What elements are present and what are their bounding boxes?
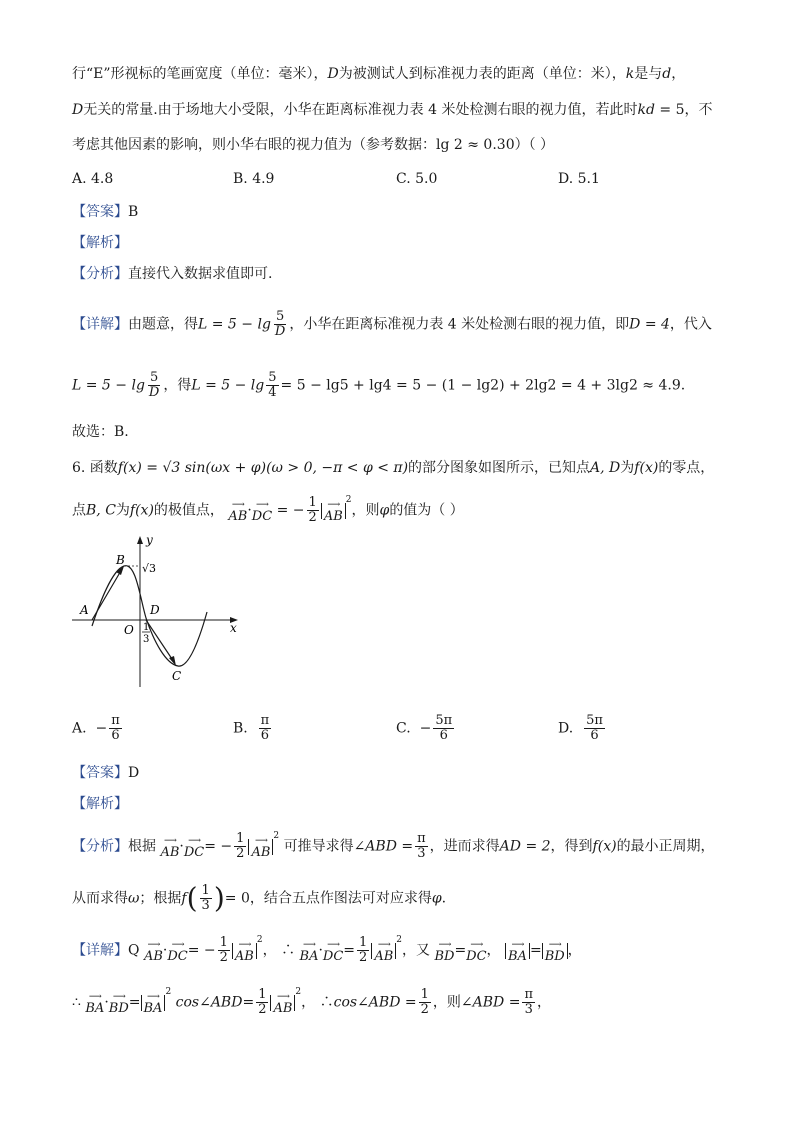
fenxi-text: ，得到 [550, 838, 593, 855]
q6-text: 的值为（ ） [389, 502, 464, 519]
analysis-tag: 【解析】 [72, 796, 128, 812]
detail-text: = [454, 942, 467, 959]
q5-stem-line-3 [72, 135, 554, 155]
denominator: 2 [258, 1002, 267, 1017]
q6-text: 为 [620, 460, 635, 476]
abs-value [371, 939, 396, 964]
fraction [419, 988, 431, 1017]
fenxi-eq: AD = 2 [499, 838, 551, 855]
answer-value: B [128, 204, 139, 220]
detail-eq: = 5 − lg5 + lg4 = 5 − (1 − lg2) + 2lg2 = 4 + 3lg2 ≈ 4.9 [280, 377, 681, 394]
q5-text: ， [671, 66, 686, 82]
dot-product: · [179, 838, 184, 855]
fenxi-text: 可推导求得 [283, 838, 354, 855]
vector-arrow-icon: ⟶ [188, 835, 200, 846]
detail-eq: L = 5 − lg [72, 377, 145, 394]
detail-text: ，代入 [669, 316, 712, 333]
numerator: 5 [268, 370, 277, 385]
q5-answer [72, 202, 138, 222]
detail-text: ，则 [432, 994, 461, 1011]
vector-label: AB [323, 508, 343, 524]
point-d-label: D [150, 603, 160, 617]
q5-stem-line-2 [72, 100, 713, 120]
q6-option-d [558, 714, 607, 743]
vector-label: DC [466, 948, 487, 964]
q5-choose: 故选：B. [72, 424, 129, 440]
dot-product: · [318, 942, 323, 959]
vector [184, 836, 204, 858]
therefore-symbol: ∴ [281, 942, 296, 959]
fraction [256, 988, 268, 1017]
q6-var: f(x) [634, 460, 659, 476]
vector [545, 940, 565, 962]
therefore-symbol: ∴ [319, 994, 334, 1011]
exponent: 2 [295, 987, 302, 997]
vector [251, 836, 270, 858]
option-label: A. [72, 720, 87, 737]
x-axis-label: x [230, 621, 237, 635]
option-label: C. [396, 720, 411, 737]
vector [508, 940, 527, 962]
fenxi-text: ，进而求得 [429, 838, 500, 855]
fraction [259, 714, 272, 743]
q5-text: 是与 [634, 66, 663, 82]
vector [167, 940, 187, 962]
abs-value [270, 991, 295, 1016]
q5-option-c: C. 5.0 [396, 171, 438, 187]
fraction [522, 988, 535, 1017]
q5-var: k [625, 66, 635, 82]
denominator: 6 [439, 728, 448, 743]
right-paren: ) [213, 881, 225, 915]
fenxi-text: 根据 [128, 838, 156, 855]
vector [144, 940, 163, 962]
abs-value [321, 499, 346, 524]
detail-text: = [529, 942, 542, 959]
vector [235, 940, 254, 962]
q6-text: 的零点， [658, 460, 715, 476]
fenxi-text: ；根据 [139, 890, 182, 907]
sqrt3-label: √3 [142, 562, 157, 575]
vector-arrow-icon: ⟶ [112, 991, 125, 1002]
exponent: 2 [165, 987, 172, 997]
q6-var: φ [379, 502, 390, 519]
vector-arrow-icon: ⟶ [470, 939, 483, 950]
vector-label: BA [143, 1000, 163, 1016]
vector [374, 940, 393, 962]
answer-tag: 【答案】 [72, 204, 128, 220]
numerator: π [524, 987, 533, 1002]
detail-text: ， [262, 942, 277, 959]
option-sign: − [95, 720, 108, 737]
numerator: π [111, 713, 120, 728]
detail-text: . [680, 377, 686, 394]
vector-arrow-icon: ⟶ [377, 939, 390, 950]
vector-arrow-icon: ⟶ [231, 499, 244, 510]
fenxi-text: 直接代入数据求值即可. [128, 266, 273, 282]
analysis-tag: 【解析】 [72, 235, 128, 251]
q5-detail-line-1 [72, 310, 712, 339]
q6-text: ，则 [351, 502, 380, 519]
fraction [109, 714, 122, 743]
fraction [273, 310, 287, 339]
point-c-label: C [172, 669, 182, 683]
fenxi-eq: = 0 [224, 890, 250, 907]
vector-arrow-icon: ⟶ [88, 991, 101, 1002]
detail-symbol: Q [128, 942, 140, 959]
fenxi-text: . [441, 890, 447, 907]
fenxi-text: ，结合五点作图法可对应求得 [249, 890, 432, 907]
q5-text: ）（ ） [514, 137, 555, 153]
fenxi-text: 从而求得 [72, 890, 128, 907]
q5-text: 无关的常量.由于场地大小受限，小华在距离标准视力表 4 米处检测右眼的视力值，若此时 [83, 102, 638, 118]
option-sign: − [419, 720, 432, 737]
vector-label: BA [85, 1000, 105, 1016]
vector-label: AB [143, 948, 163, 964]
left-paren: ( [186, 881, 198, 915]
vector-arrow-icon: ⟶ [511, 939, 524, 950]
q5-var: kd [637, 102, 655, 118]
vector [466, 940, 486, 962]
vector [323, 940, 343, 962]
detail-text: ，又 [402, 942, 430, 959]
abs-value [542, 939, 568, 964]
numerator: 1 [420, 987, 429, 1002]
numerator: π [260, 713, 270, 728]
detail-tag: 【详解】 [72, 316, 128, 333]
one-third-numerator: 1 [143, 622, 150, 633]
vector-label: DC [322, 948, 344, 964]
exponent: 2 [345, 495, 352, 505]
vector-label: AB [251, 844, 271, 860]
exponent: 2 [396, 935, 402, 945]
point-b-label: B [116, 553, 125, 567]
q6-fenxi-line-1 [72, 832, 715, 861]
q5-analysis-heading [72, 233, 128, 253]
denominator: 3 [417, 846, 426, 861]
q6-option-b [233, 714, 273, 743]
vector-arrow-icon: ⟶ [163, 835, 176, 846]
q5-stem-line-1 [72, 64, 685, 84]
q5-text: 考虑其他因素的影响，则小华右眼的视力值为（参考数据： [72, 137, 436, 153]
q6-detail-line-1 [72, 936, 582, 965]
detail-text: 由题意，得 [128, 316, 198, 333]
fraction [147, 371, 161, 400]
numerator: 5 [275, 309, 285, 324]
denominator: 6 [111, 728, 120, 743]
vector-label: DC [251, 508, 273, 524]
vector [252, 500, 272, 522]
answer-value: D [128, 765, 140, 781]
detail-eq: cos∠ABD = [333, 994, 417, 1011]
vector [273, 992, 292, 1014]
detail-tag: 【详解】 [72, 942, 128, 959]
detail-text: = [128, 994, 141, 1011]
q5-option-b: B. 4.9 [233, 171, 275, 187]
detail-text: ， [536, 994, 551, 1011]
therefore-symbol: ∴ [72, 994, 81, 1011]
detail-text: ， [567, 942, 582, 959]
fraction [415, 832, 428, 861]
option-label: B. [233, 720, 248, 737]
q6-option-c [396, 714, 456, 743]
vector-arrow-icon: ⟶ [171, 939, 184, 950]
q6-text: 的极值点， [153, 502, 224, 519]
vector [434, 940, 454, 962]
y-axis-label: y [146, 533, 153, 547]
q5-text: 为被测试人到标准视力表的距离（单位：米）， [338, 66, 626, 82]
detail-text: = [242, 994, 255, 1011]
q6-text: 点 [72, 502, 86, 519]
vector [160, 836, 179, 858]
denominator: 6 [590, 728, 599, 743]
denominator: 6 [260, 728, 270, 743]
vector [144, 992, 163, 1014]
vector-arrow-icon: ⟶ [238, 939, 251, 950]
vector-label: DC [183, 844, 205, 860]
vector-arrow-icon: ⟶ [327, 939, 340, 950]
detail-text: ， [486, 942, 501, 959]
vector-arrow-icon: ⟶ [303, 939, 315, 950]
numerator: π [417, 831, 426, 846]
q6-text: = − [276, 502, 305, 519]
numerator: 5 [149, 370, 159, 385]
vector-AB [92, 569, 122, 620]
origin-label: O [124, 623, 134, 637]
denominator: D [274, 324, 286, 339]
fenxi-eq: ∠ABD = [353, 838, 414, 855]
q5-var: d [662, 66, 672, 82]
q6-fenxi-line-2 [72, 881, 447, 915]
vector-arrow-icon: ⟶ [256, 499, 268, 510]
dot-product: · [104, 994, 109, 1011]
numerator: 1 [258, 987, 267, 1002]
vector [228, 500, 247, 522]
exponent: 2 [273, 831, 280, 841]
fenxi-tag: 【分析】 [72, 838, 128, 855]
vector-label: BD [544, 948, 565, 964]
fraction [200, 884, 212, 913]
vector-arrow-icon: ⟶ [327, 499, 340, 510]
detail-eq: D = 4 [629, 316, 670, 333]
fenxi-eq: f(x) [592, 838, 617, 855]
vector-DC [146, 620, 174, 662]
vector [109, 992, 129, 1014]
numerator: 1 [236, 831, 245, 846]
exponent: 2 [256, 935, 263, 945]
numerator: 5π [586, 713, 603, 728]
denominator: 3 [201, 898, 210, 913]
detail-eq: cos∠ABD [175, 994, 243, 1011]
detail-eq: L = 5 − lg [191, 377, 265, 394]
q5-var: D [72, 102, 84, 118]
option-label: D. [558, 720, 574, 737]
q6-text: 6. 函数 [72, 460, 118, 476]
q6-option-a [72, 714, 124, 743]
fenxi-var: f [181, 890, 187, 907]
fraction [234, 832, 246, 861]
fenxi-var: φ [431, 890, 442, 907]
vector-label: BD [434, 948, 455, 964]
denominator: D [148, 385, 160, 400]
vector-label: AB [273, 1000, 293, 1016]
abs-value [248, 835, 273, 860]
q6-var: B, C [86, 502, 116, 519]
denominator: 2 [236, 846, 245, 861]
q6-answer [72, 763, 139, 783]
fenxi-text: 的最小正周期， [616, 838, 715, 855]
numerator: 1 [308, 495, 317, 510]
vector-arrow-icon: ⟶ [438, 939, 451, 950]
q5-text: = 5，不 [654, 102, 713, 118]
q6-var: f(x) [129, 502, 154, 519]
fenxi-tag: 【分析】 [72, 266, 128, 282]
y-axis-arrow-icon [137, 536, 143, 544]
q6-text: 的部分图象如图所示，已知点 [408, 460, 591, 476]
q6-function: f(x) = √3 sin(ωx + φ)(ω > 0, −π < φ < π) [117, 460, 409, 476]
answer-tag: 【答案】 [72, 765, 128, 781]
vector-label: AB [160, 844, 180, 860]
one-third-denominator: 3 [143, 634, 150, 645]
detail-text: ，得 [163, 377, 192, 394]
denominator: 3 [524, 1002, 533, 1017]
vector-arrow-icon: ⟶ [254, 835, 267, 846]
fraction [357, 936, 369, 965]
fraction [266, 371, 278, 400]
numerator: 5π [435, 713, 453, 728]
fenxi-var: ω [128, 890, 140, 907]
vector-label: BA [299, 948, 319, 964]
q6-stem-line-2 [72, 496, 464, 525]
point-a-label: A [80, 603, 89, 617]
abs-value [505, 939, 530, 964]
vector-label: BA [508, 948, 527, 964]
vector [85, 992, 104, 1014]
fraction [584, 714, 605, 743]
vector-arrow-icon: ⟶ [147, 991, 159, 1002]
q5-text: 行“E”形视标的笔画宽度（单位：毫米）， [72, 66, 328, 82]
numerator: 1 [219, 935, 228, 950]
abs-value [141, 991, 166, 1016]
detail-text: ，小华在距离标准视力表 4 米处检测右眼的视力值，即 [289, 316, 630, 333]
detail-text: ， [301, 994, 316, 1011]
detail-text: = [343, 942, 356, 959]
vector-label: DC [167, 948, 188, 964]
detail-text: = − [187, 942, 216, 959]
vector-arrow-icon: ⟶ [147, 939, 160, 950]
vector-label: AB [234, 948, 254, 964]
numerator: 1 [201, 883, 210, 898]
q5-var: D [327, 66, 339, 82]
q5-fenxi [72, 264, 272, 284]
q6-stem-line-1 [72, 458, 714, 478]
fraction [307, 496, 319, 525]
denominator: 2 [420, 1002, 429, 1017]
q5-ref-data: lg 2 ≈ 0.30 [436, 137, 515, 153]
vector [324, 500, 343, 522]
vector [300, 940, 319, 962]
fenxi-text: = − [204, 838, 233, 855]
q6-analysis-heading [72, 794, 128, 814]
detail-eq: ∠ABD = [460, 994, 521, 1011]
q6-var: A, D [590, 460, 621, 476]
vector-DC-arrow-icon [169, 656, 176, 666]
q5-option-d: D. 5.1 [558, 171, 600, 187]
vector-label: BD [108, 1000, 129, 1016]
vector-arrow-icon: ⟶ [548, 939, 561, 950]
dot-product: · [247, 502, 252, 519]
denominator: 2 [219, 950, 228, 965]
q5-detail-line-2 [72, 371, 685, 400]
denominator: 2 [359, 950, 368, 965]
function-graph [66, 532, 246, 692]
denominator: 2 [308, 510, 317, 525]
numerator: 1 [359, 935, 368, 950]
fraction [433, 714, 454, 743]
q6-text: 为 [115, 502, 130, 519]
denominator: 4 [268, 385, 277, 400]
detail-eq: L = 5 − lg [198, 316, 271, 333]
vector-label: AB [228, 508, 248, 524]
q5-option-a: A. 4.8 [72, 171, 114, 187]
vector-label: AB [374, 948, 394, 964]
vector-arrow-icon: ⟶ [276, 991, 289, 1002]
abs-value [232, 939, 257, 964]
q6-detail-line-2 [72, 988, 551, 1017]
fraction [218, 936, 230, 965]
dot-product: · [162, 942, 168, 959]
